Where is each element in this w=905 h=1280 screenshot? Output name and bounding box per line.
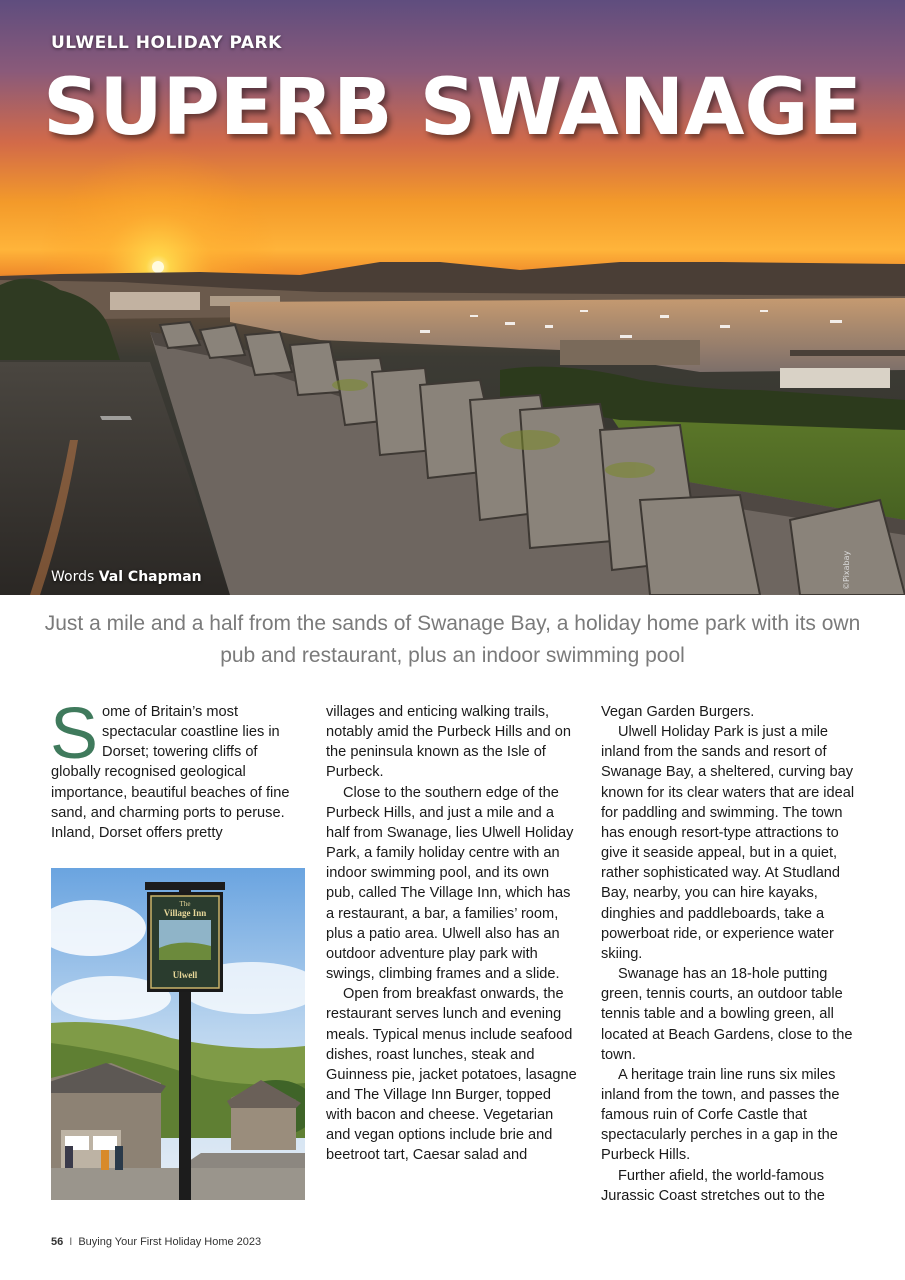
pub-sign-photo	[51, 868, 305, 1200]
paragraph: Close to the southern edge of the Purbeck Hills, and just a mile and a half from Swanage, lies Ulwell Holiday Park, a family holiday centre with an indoor swimming pool, and its own pub, called The Village Inn, which has a restaurant, a bar, a families’ room, plus a patio area. Ulwell also has an outdoor adventure play park with swings, climbing frames and a slide.	[326, 784, 574, 983]
sun-icon	[152, 261, 164, 273]
paragraph: villages and enticing walking trails, notably amid the Purbeck Hills and on the peninsula known as the Isle of Purbeck.	[326, 704, 571, 781]
publication-title: Buying Your First Holiday Home 2023	[78, 1236, 262, 1248]
byline	[51, 569, 202, 585]
byline-prefix: Words	[51, 569, 95, 585]
paragraph: A heritage train line runs six miles inland from the town, and passes the famous ruin of Corfe Castle that spectacularly perches in a gap in the Purbeck Hills.	[601, 1066, 840, 1164]
paragraph: Ulwell Holiday Park is just a mile inland from the sands and resort of Swanage Bay, a sheltered, curving bay known for its clear waters that are ideal for paddling and swimming. The town has enough resort-type attractions to give it seaside appeal, but in a quiet, rather sophisticated way. At Studland Bay, nearby, you can hire kayaks, dinghies and paddleboards, take a powerboat ride, or experience water skiing.	[601, 724, 855, 962]
page-number: 56	[51, 1236, 64, 1248]
paragraph: Vegan Garden Burgers.	[601, 704, 755, 720]
section-kicker: ULWELL HOLIDAY PARK	[51, 33, 282, 53]
byline-author: Val Chapman	[98, 569, 202, 585]
footer-separator: I	[69, 1236, 73, 1248]
dropcap: S	[50, 694, 99, 774]
lead-text: ome of Britain’s most spectacular coastline lies in Dorset; towering cliffs of globally recognised geological importance, beautiful beaches of fine sand, and charming ports to peruse. Inland, Dorset offers pretty	[51, 704, 290, 841]
paragraph: Open from breakfast onwards, the restaurant serves lunch and evening meals. Typical menus include seafood dishes, roast lunches, steak and Guinness pie, jacket potatoes, lasagne and The Village Inn Burger, topped with bacon and cheese. Vegetarian and vegan options include brie and beetroot tart, Caesar salad and	[326, 986, 577, 1164]
village-inn-sign-illustration	[51, 868, 305, 1200]
pub-sign-bottom-text: Ulwell	[172, 970, 198, 980]
photo-credit: ©Pixabay	[842, 550, 851, 590]
hero-photo	[0, 0, 905, 595]
page-footer	[51, 1236, 261, 1248]
lead-paragraph	[50, 694, 296, 843]
standfirst: Just a mile and a half from the sands of Swanage Bay, a holiday home park with its own pub and restaurant, plus an indoor swimming pool	[44, 612, 861, 667]
paragraph: Further afield, the world-famous Jurassic Coast stretches out to the	[601, 1167, 825, 1204]
article-column-1	[50, 694, 296, 843]
article-column-2	[326, 702, 578, 1166]
paragraph: Swanage has an 18-hole putting green, tennis courts, an outdoor table tennis table and a bowling green, all located at Beach Gardens, close to the town.	[601, 966, 853, 1063]
pub-sign-top-text: The	[179, 900, 191, 908]
page-title: SUPERB SWANAGE	[43, 63, 862, 153]
pub-sign-name: Village Inn	[163, 908, 207, 918]
article-column-3	[601, 702, 863, 1206]
